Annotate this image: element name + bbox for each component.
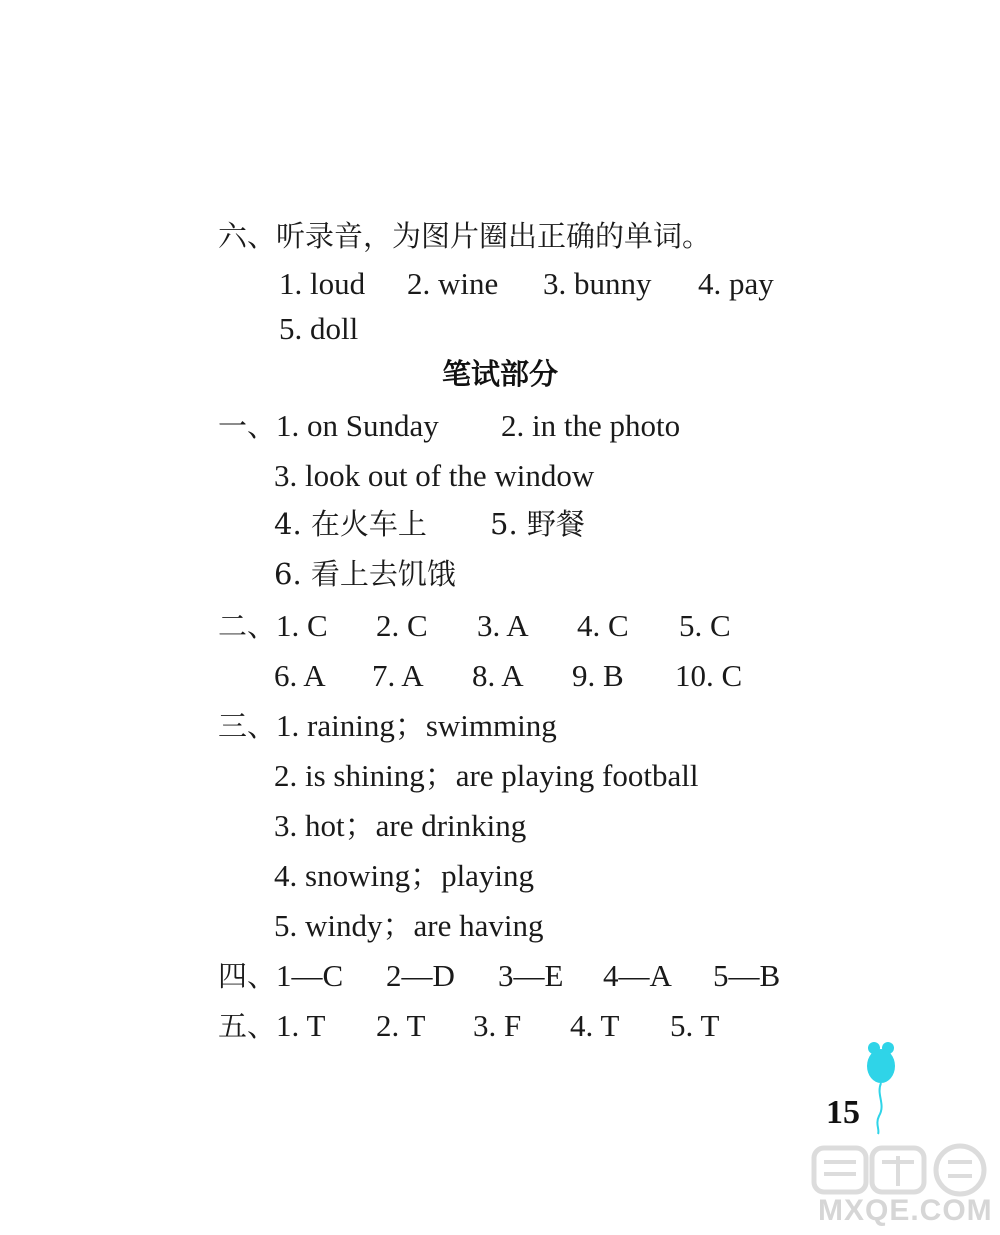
cyan-mouse-balloon-icon	[862, 1040, 902, 1135]
answer-item: 2. in the photo	[501, 408, 681, 443]
watermark-logo	[810, 1140, 990, 1200]
answer-item: 5. C	[679, 608, 731, 643]
section-6-title: 六、听录音，为图片圈出正确的单词。	[218, 219, 712, 253]
answer-item: 6. A	[274, 658, 326, 693]
answer-item: 4. C	[577, 608, 629, 643]
section-6-row-2	[279, 313, 358, 344]
section-1-prefix: 一、	[218, 409, 277, 443]
answer-item: 2. wine	[407, 266, 499, 301]
answer-item: 1. raining；swimming	[276, 708, 557, 743]
section-5-row	[218, 1010, 719, 1041]
answer-item: 1—C	[276, 958, 344, 993]
watermark-url: MXQE.COM	[818, 1194, 993, 1227]
answer-item: 4. pay	[698, 266, 774, 301]
section-1-row-3	[274, 507, 585, 541]
section-2-row-1	[218, 610, 731, 641]
answer-item: 5. doll	[279, 311, 359, 346]
answer-item: 4. 在火车上	[274, 507, 427, 541]
answer-item: 4. T	[570, 1008, 620, 1043]
section-3-row-4: 4. snowing；playing	[274, 858, 535, 893]
answer-item: 1. loud	[279, 266, 366, 301]
section-3-row-1	[218, 710, 557, 741]
answer-item: 2. C	[376, 608, 428, 643]
answer-item: 1. T	[276, 1008, 326, 1043]
answer-item: 3—E	[498, 958, 564, 993]
answer-item: 8. A	[472, 658, 524, 693]
section-4-prefix: 四、	[218, 959, 277, 993]
answer-item: 5. 野餐	[490, 507, 585, 541]
section-1-row-4: 6. 看上去饥饿	[274, 557, 456, 591]
answer-item: 7. A	[372, 658, 424, 693]
section-5-prefix: 五、	[218, 1009, 277, 1043]
section-1-row-1	[218, 410, 680, 441]
section-2-prefix: 二、	[218, 609, 277, 643]
section-3-row-5: 5. windy；are having	[274, 908, 544, 943]
section-3-row-2: 2. is shining；are playing football	[274, 758, 699, 793]
section-3-prefix: 三、	[218, 709, 277, 743]
answer-item: 1. on Sunday	[276, 408, 439, 443]
answer-item: 1. C	[276, 608, 328, 643]
written-part-heading: 笔试部分	[441, 357, 558, 391]
answer-item: 2—D	[386, 958, 455, 993]
answer-item: 3. bunny	[543, 266, 652, 301]
section-6-row-1	[279, 268, 774, 299]
answer-item: 4—A	[603, 958, 672, 993]
section-2-row-2	[274, 660, 742, 691]
answer-item: 3. F	[473, 1008, 522, 1043]
section-4-row	[218, 960, 780, 991]
page-number: 15	[826, 1094, 860, 1131]
answer-item: 5. T	[670, 1008, 720, 1043]
answer-item: 5—B	[713, 958, 781, 993]
answer-item: 9. B	[572, 658, 624, 693]
answer-item: 10. C	[675, 658, 743, 693]
section-1-row-2: 3. look out of the window	[274, 458, 595, 493]
answer-item: 3. A	[477, 608, 529, 643]
answer-item: 2. T	[376, 1008, 426, 1043]
section-3-row-3: 3. hot；are drinking	[274, 808, 527, 843]
